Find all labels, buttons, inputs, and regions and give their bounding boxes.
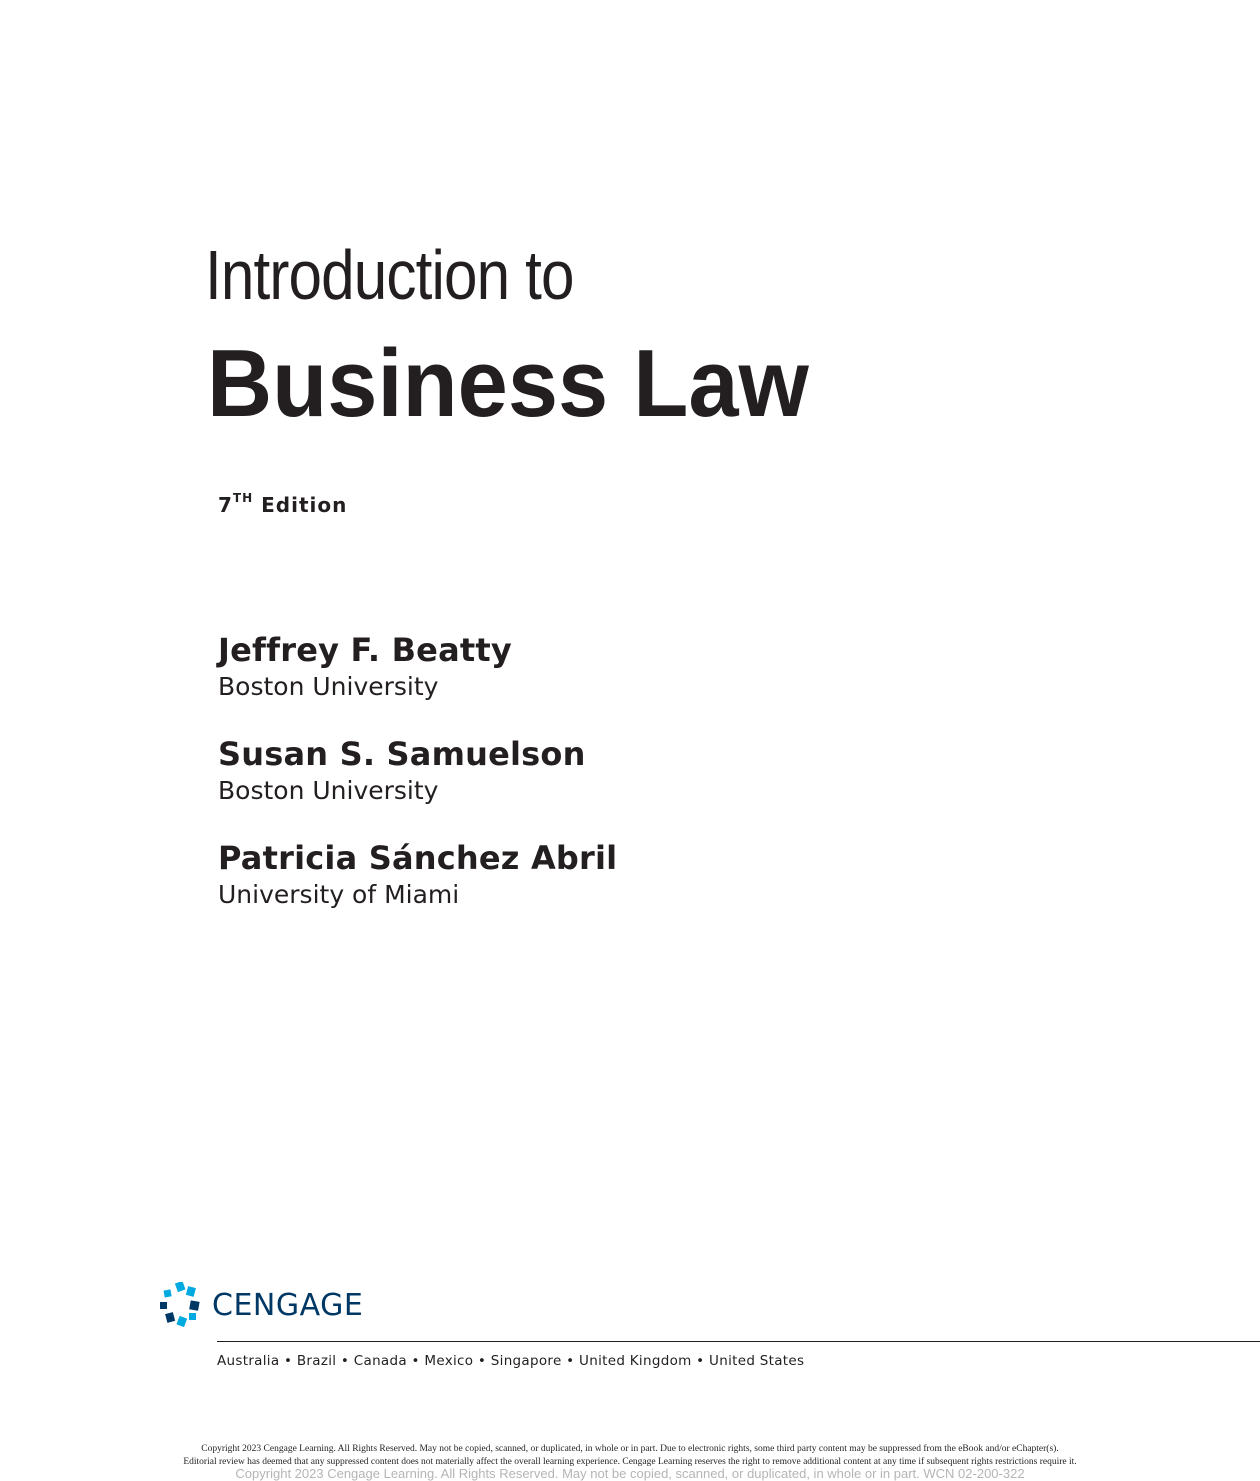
- author-name: Patricia Sánchez Abril: [218, 839, 618, 877]
- title-line-1: Introduction to: [205, 236, 574, 314]
- publisher-locations: Australia • Brazil • Canada • Mexico • Singapore • United Kingdom • United States: [217, 1353, 805, 1369]
- cengage-logo-icon: [160, 1282, 208, 1328]
- edition-number: 7: [218, 493, 233, 517]
- edition-label: [218, 493, 347, 517]
- copyright-watermark: Copyright 2023 Cengage Learning. All Rights Reserved. May not be copied, scanned, or duplicated, in whole or in part. WCN 02-200-322: [235, 1466, 1025, 1481]
- author-name: Susan S. Samuelson: [218, 735, 586, 773]
- legal-notice: Copyright 2023 Cengage Learning. All Rights Reserved. May not be copied, scanned, or duplicated, in whole or in part. Due to electronic rights, some third party content may be suppressed from the eBook and/or eChapter(s).: [201, 1444, 1059, 1454]
- edition-suffix: TH: [232, 491, 254, 506]
- title-line-2: Business Law: [207, 330, 809, 437]
- edition-word: Edition: [261, 493, 348, 517]
- author-affiliation: Boston University: [218, 776, 439, 806]
- author-block: [218, 839, 617, 912]
- legal-notice: Editorial review has deemed that any suppressed content does not materially affect the overall learning experience. Cengage Learning reserves the right to remove additional content at any time if subsequent rights restrictions require it.: [183, 1457, 1077, 1467]
- publisher-logo: [160, 1282, 363, 1328]
- author-block: [218, 735, 586, 808]
- author-affiliation: Boston University: [218, 672, 439, 702]
- divider: [217, 1341, 1260, 1342]
- author-block: [218, 631, 512, 704]
- author-affiliation: University of Miami: [218, 880, 460, 910]
- author-name: Jeffrey F. Beatty: [218, 631, 512, 669]
- publisher-name: CENGAGE: [212, 1287, 364, 1323]
